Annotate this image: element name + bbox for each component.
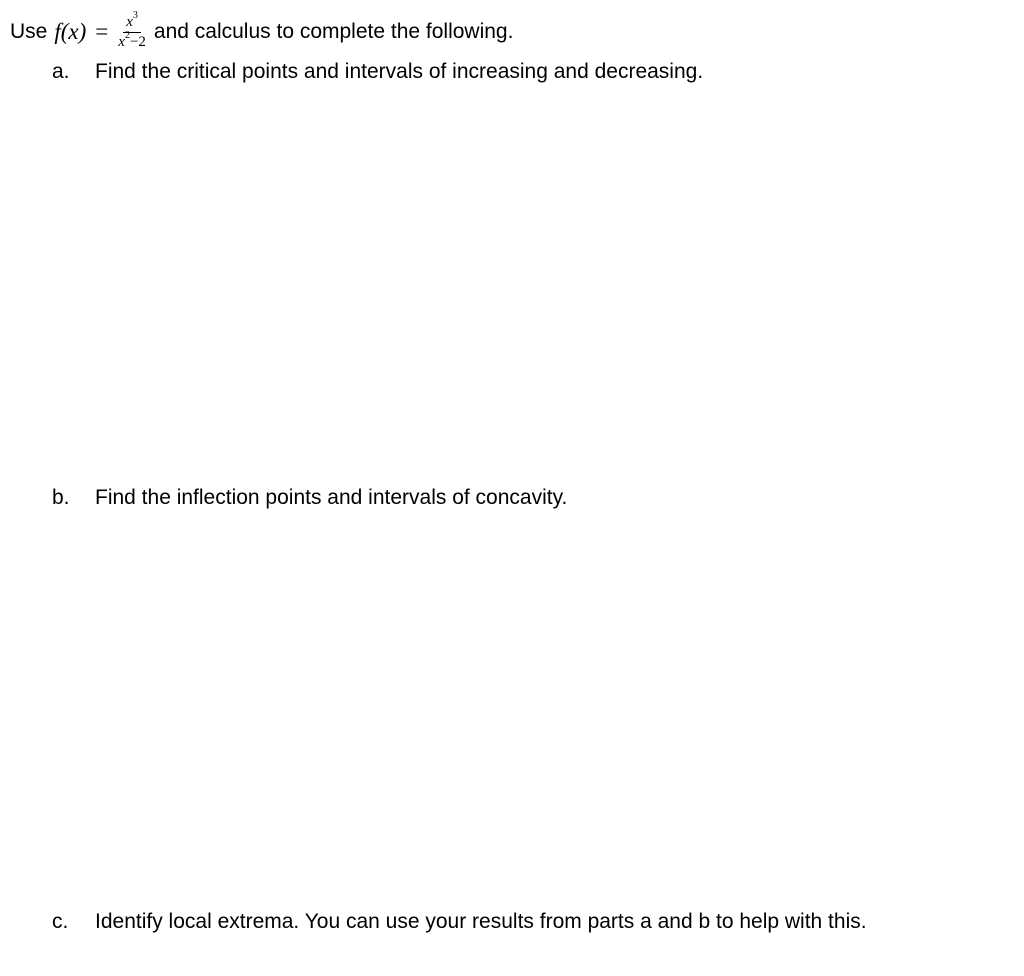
question-part-b: [52, 486, 567, 510]
numerator-exponent: 3: [132, 9, 138, 21]
part-a-text: Find the critical points and intervals of increasing and decreasing.: [95, 60, 704, 83]
intro-prefix: Use: [10, 20, 48, 43]
part-b-text: Find the inflection points and intervals of concavity.: [95, 486, 568, 509]
fraction-denominator: [116, 29, 148, 51]
denominator-variable: x: [118, 33, 125, 50]
part-a-marker: a.: [52, 60, 70, 83]
function-fraction: [116, 9, 148, 51]
question-part-c: [52, 910, 867, 934]
function-lhs: f(x): [54, 19, 87, 44]
denominator-constant: −2: [129, 33, 146, 50]
part-c-marker: c.: [52, 910, 69, 933]
question-part-a: [52, 60, 703, 84]
part-c-text: Identify local extrema. You can use your results from parts a and b to help with this.: [95, 910, 867, 933]
problem-statement: [10, 6, 513, 58]
denominator-exponent: 2: [124, 29, 130, 41]
numerator-variable: x: [126, 13, 133, 30]
part-b-marker: b.: [52, 486, 70, 509]
equals-sign: =: [95, 19, 109, 44]
intro-suffix: and calculus to complete the following.: [153, 20, 514, 43]
